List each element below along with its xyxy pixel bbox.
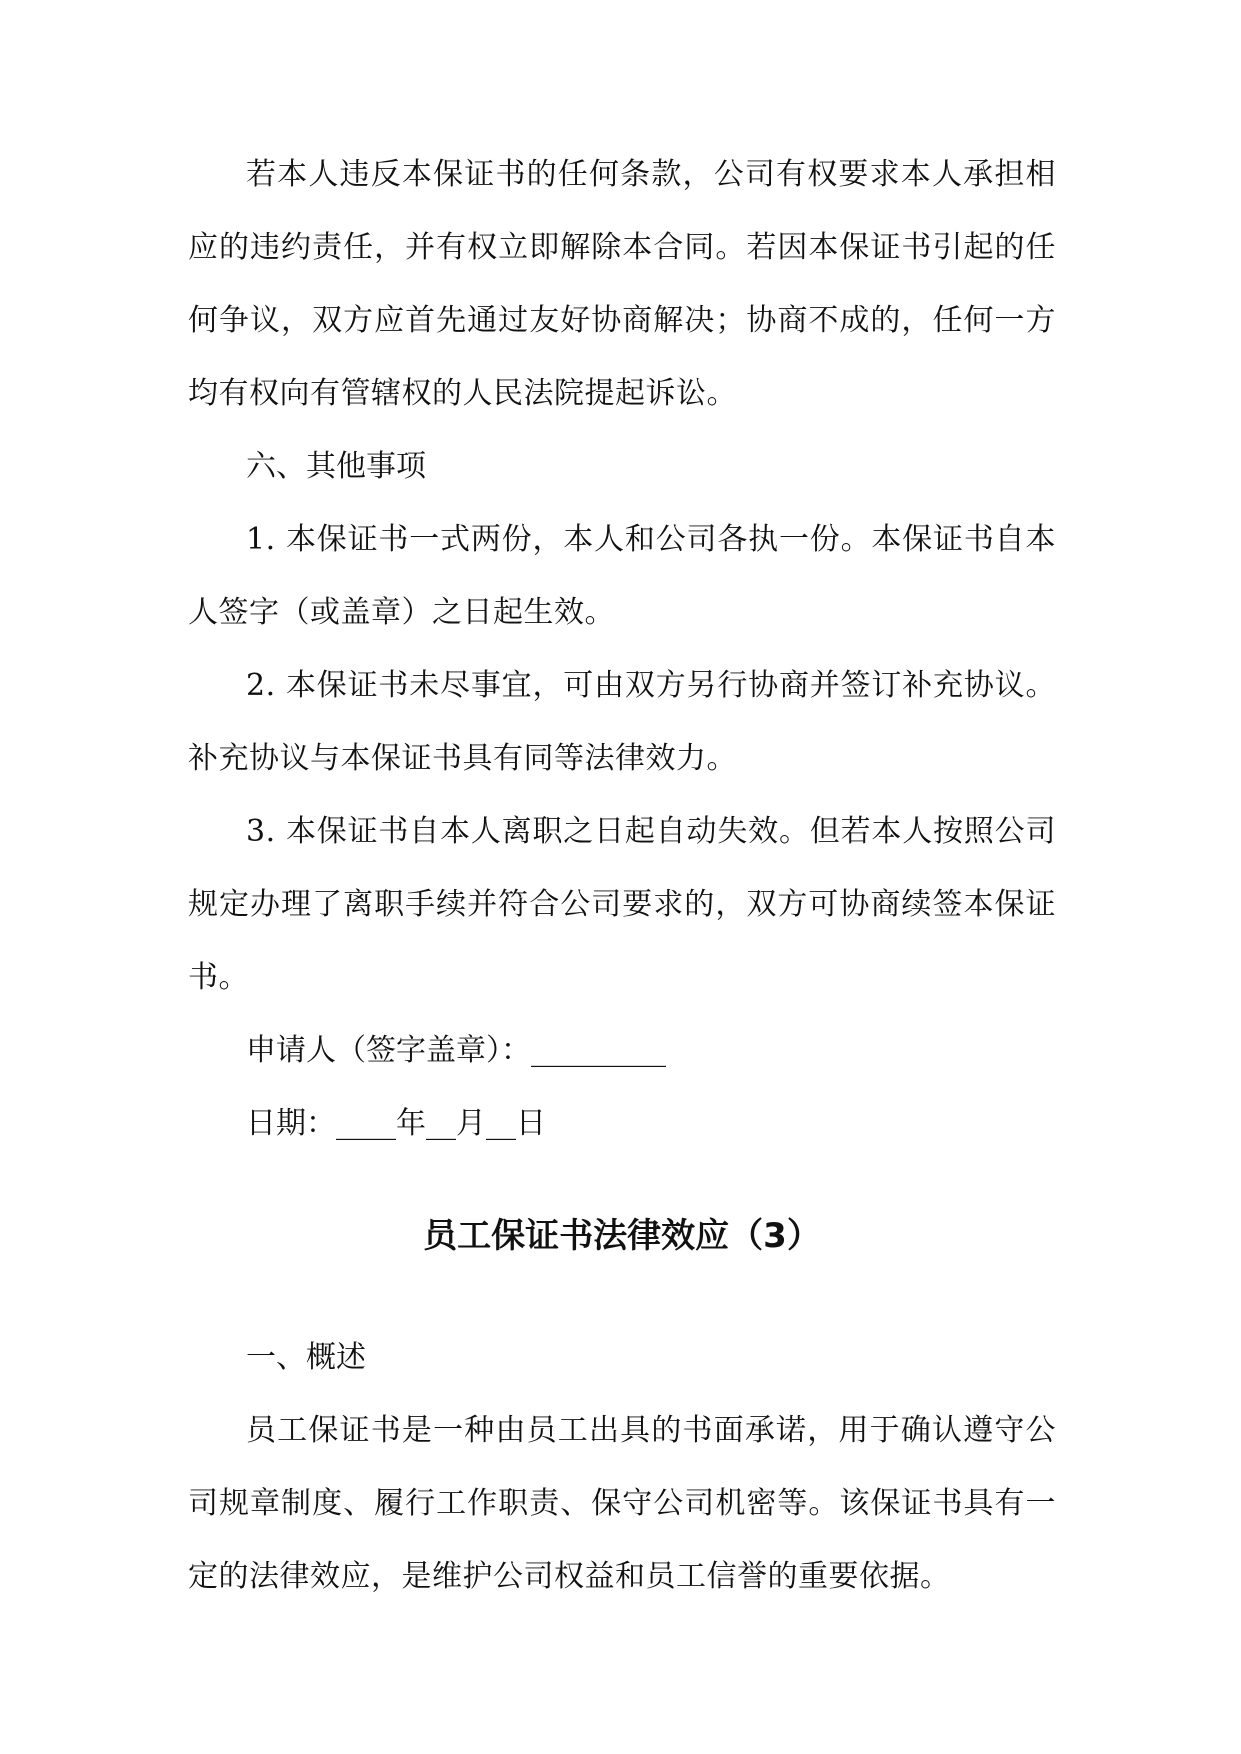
document-title: 员工保证书法律效应（3） [423,1216,821,1256]
list-item: 1. 本保证书一式两份，本人和公司各执一份。本保证书自本人签字（或盖章）之日起生效。 [188,522,1056,630]
list-item: 2. 本保证书未尽事宜，可由双方另行协商并签订补充协议。补充协议与本保证书具有同等法律效力。 [188,668,1056,776]
breach-paragraph: 若本人违反本保证书的任何条款，公司有权要求本人承担相应的违约责任，并有权立即解除本合同。若因本保证书引起的任何争议，双方应首先通过友好协商解决；协商不成的，任何一方均有权向有管辖权的人民法院提起诉讼。 [188,157,1056,411]
list-item: 3. 本保证书自本人离职之日起自动失效。但若本人按照公司规定办理了离职手续并符合公司要求的，双方可协商续签本保证书。 [188,814,1056,995]
date-line: 日期：____年__月__日 [246,1106,546,1141]
overview-paragraph: 员工保证书是一种由员工出具的书面承诺，用于确认遵守公司规章制度、履行工作职责、保守公司机密等。该保证书具有一定的法律效应，是维护公司权益和员工信誉的重要依据。 [188,1413,1056,1594]
applicant-signature-line: 申请人（签字盖章）：_________ [246,1033,666,1068]
section-heading-overview: 一、概述 [246,1340,366,1375]
section-heading-other-matters: 六、其他事项 [246,449,426,484]
document-body [188,138,1056,1613]
